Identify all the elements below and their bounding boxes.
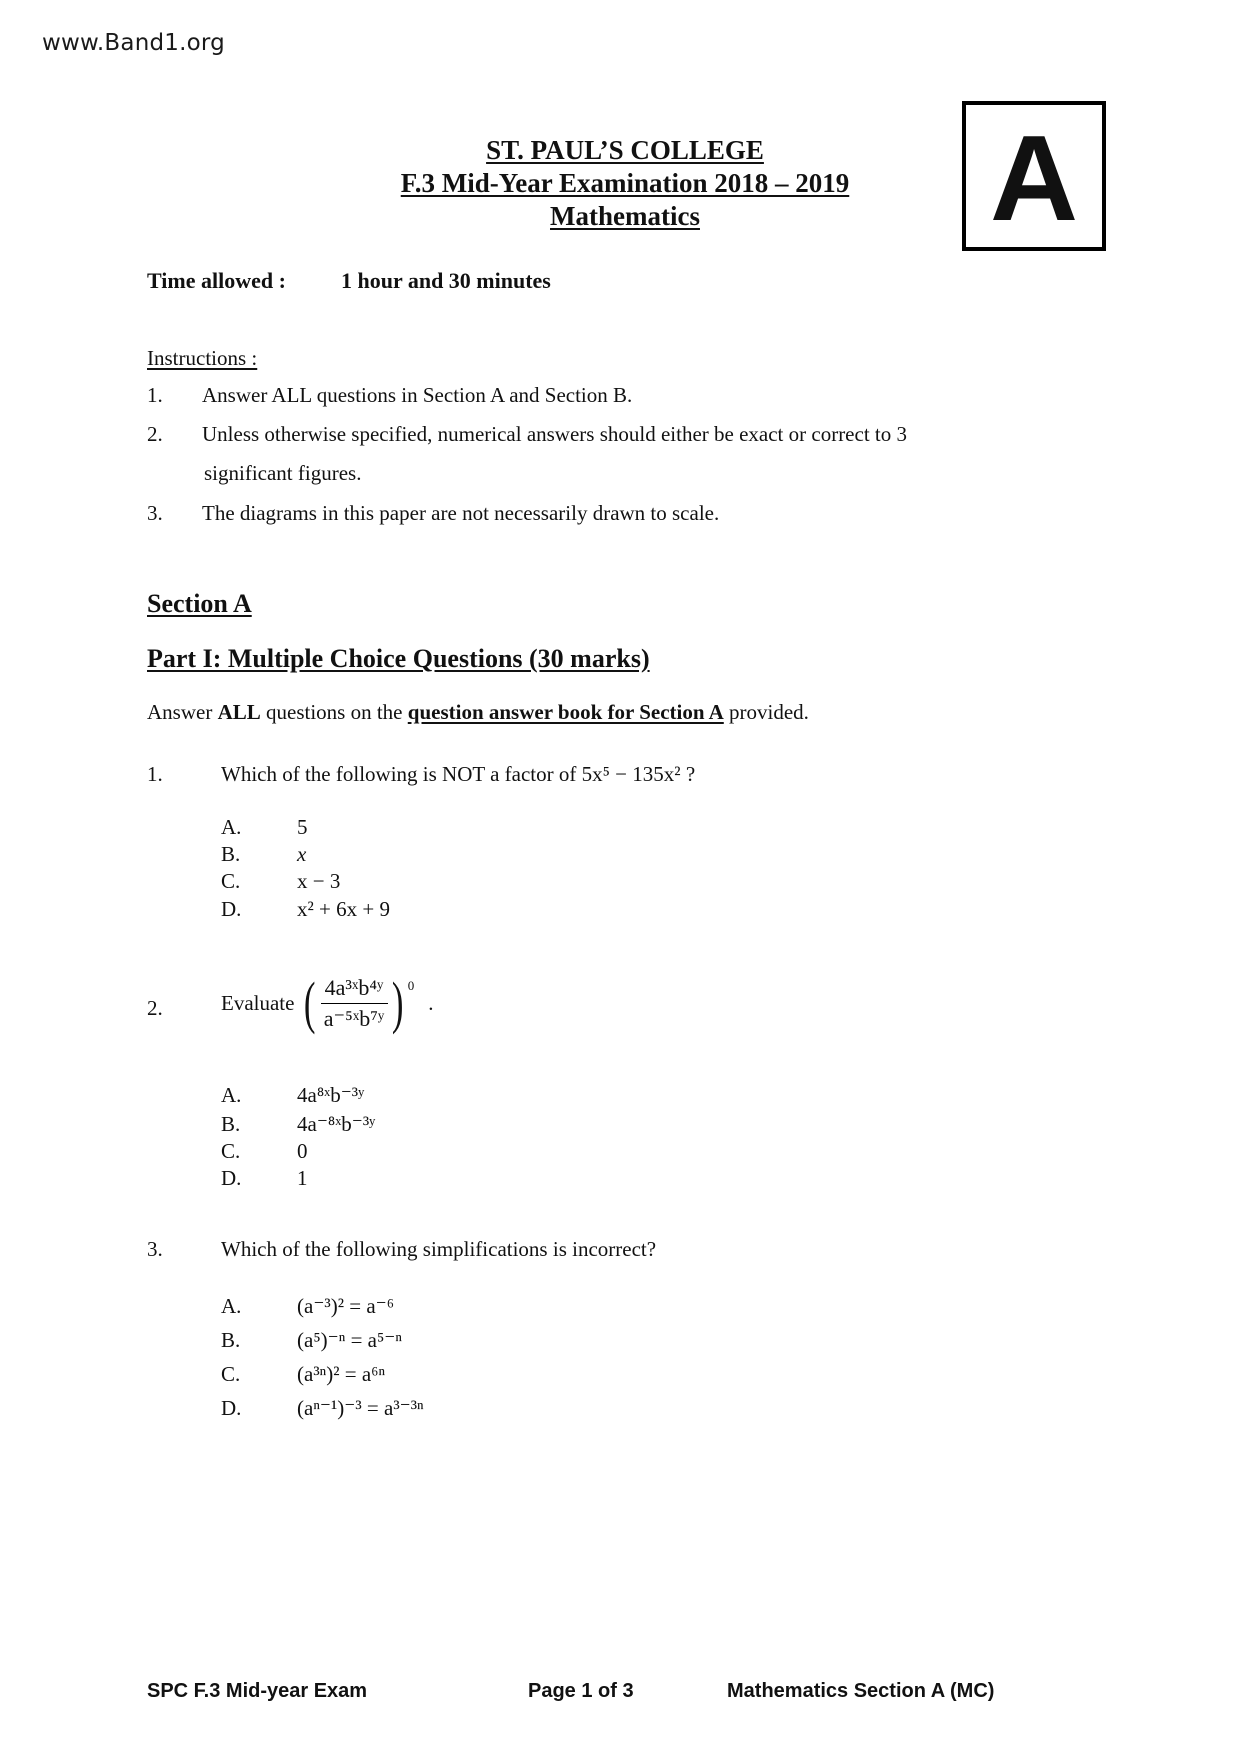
time-allowed-value: 1 hour and 30 minutes — [341, 268, 551, 293]
footer-exam-name: SPC F.3 Mid-year Exam — [147, 1680, 368, 1702]
instruction-number: 3. — [147, 501, 163, 525]
footer-page-number: Page 1 of 3 — [528, 1680, 634, 1702]
instruction-text: Answer ALL questions in Section A and Section B. — [202, 383, 633, 407]
time-allowed — [147, 268, 551, 294]
paper-version-letter: A — [989, 110, 1079, 246]
part-title: Part I: Multiple Choice Questions (30 marks) — [147, 644, 650, 673]
option-label: A. — [221, 1083, 242, 1107]
footer-section-name: Mathematics Section A (MC) — [727, 1680, 995, 1702]
instruction-item — [147, 422, 907, 447]
fraction-denominator: a⁻⁵ˣb⁷ʸ — [323, 1005, 385, 1031]
answer-note-text: Answer — [147, 700, 218, 724]
question-text — [221, 970, 434, 1035]
instruction-number: 1. — [147, 383, 163, 407]
option-label: C. — [221, 1139, 241, 1163]
option-label: D. — [221, 897, 242, 921]
option — [221, 1139, 308, 1164]
option-label: B. — [221, 1112, 241, 1136]
watermark-url: www.Band1.org — [42, 30, 225, 56]
school-name: ST. PAUL’S COLLEGE — [486, 135, 764, 165]
option-value: 5 — [297, 815, 308, 839]
instructions-title: Instructions : — [147, 346, 258, 370]
exam-title: F.3 Mid-Year Examination 2018 – 2019 — [400, 168, 850, 198]
time-allowed-label: Time allowed : — [147, 268, 286, 293]
outer-exponent: 0 — [407, 978, 415, 993]
option-value: 4a⁻⁸ˣb⁻³ʸ — [297, 1112, 376, 1136]
instruction-item — [147, 501, 719, 526]
answer-note-text: provided. — [723, 700, 809, 724]
exam-header — [300, 134, 950, 233]
option — [221, 1083, 364, 1108]
option — [221, 869, 340, 894]
option — [221, 1294, 394, 1319]
fraction — [320, 975, 389, 1032]
option — [221, 842, 306, 867]
option-value: x² + 6x + 9 — [297, 897, 390, 921]
answer-note — [147, 700, 809, 725]
instruction-text: The diagrams in this paper are not necessarily drawn to scale. — [202, 501, 720, 525]
option-label: A. — [221, 815, 242, 839]
option-label: B. — [221, 842, 241, 866]
option — [221, 1112, 375, 1137]
question-end: ? — [680, 762, 696, 786]
option-label: B. — [221, 1328, 241, 1352]
right-paren: ) — [392, 970, 404, 1035]
question-text — [221, 762, 695, 787]
option-value: 0 — [297, 1139, 308, 1163]
option-value: x — [297, 842, 307, 866]
option-value: (a⁵)⁻ⁿ = a⁵⁻ⁿ — [297, 1328, 403, 1352]
option-label: C. — [221, 869, 241, 893]
option-value: 4a⁸ˣb⁻³ʸ — [297, 1083, 365, 1107]
option-value: (a⁻³)² = a⁻⁶ — [297, 1294, 395, 1318]
fraction-numerator: 4a³ˣb⁴ʸ — [321, 975, 388, 1004]
answer-note-text: questions on the — [260, 700, 408, 724]
left-paren: ( — [304, 970, 316, 1035]
question-stem: Evaluate — [221, 990, 295, 1015]
option-label: A. — [221, 1294, 242, 1318]
question-text: Which of the following simplifications is incorrect? — [221, 1237, 657, 1261]
option-value: (aⁿ⁻¹)⁻³ = a³⁻³ⁿ — [297, 1396, 424, 1420]
paper-version-box — [962, 101, 1106, 251]
option — [221, 815, 308, 840]
section-title: Section A — [147, 589, 252, 618]
option-value: 1 — [297, 1166, 308, 1190]
option-value: (a³ⁿ)² = a⁶ⁿ — [297, 1362, 386, 1386]
option — [221, 1396, 424, 1421]
answer-note-emphasis: question answer book for Section A — [407, 700, 724, 724]
option-label: D. — [221, 1166, 242, 1190]
option — [221, 1328, 402, 1353]
option — [221, 1362, 385, 1387]
option-label: C. — [221, 1362, 241, 1386]
option — [221, 897, 390, 922]
instruction-item — [147, 383, 632, 408]
question-number: 1. — [147, 762, 163, 786]
question-end: . — [428, 990, 434, 1015]
question-number: 3. — [147, 1237, 163, 1261]
option-value: x − 3 — [297, 869, 341, 893]
instruction-number: 2. — [147, 422, 163, 446]
question-expression — [221, 970, 434, 1035]
question-stem: Which of the following is NOT a factor of — [221, 762, 582, 786]
subject-title: Mathematics — [550, 201, 700, 231]
instruction-text: Unless otherwise specified, numerical answers should either be exact or correct to 3 — [202, 422, 907, 446]
instruction-text-continued: significant figures. — [204, 461, 362, 485]
question-number: 2. — [147, 996, 163, 1020]
option — [221, 1166, 308, 1191]
option-label: D. — [221, 1396, 242, 1420]
question-expression: 5x⁵ − 135x² — [581, 762, 681, 786]
answer-note-bold: ALL — [217, 700, 261, 724]
